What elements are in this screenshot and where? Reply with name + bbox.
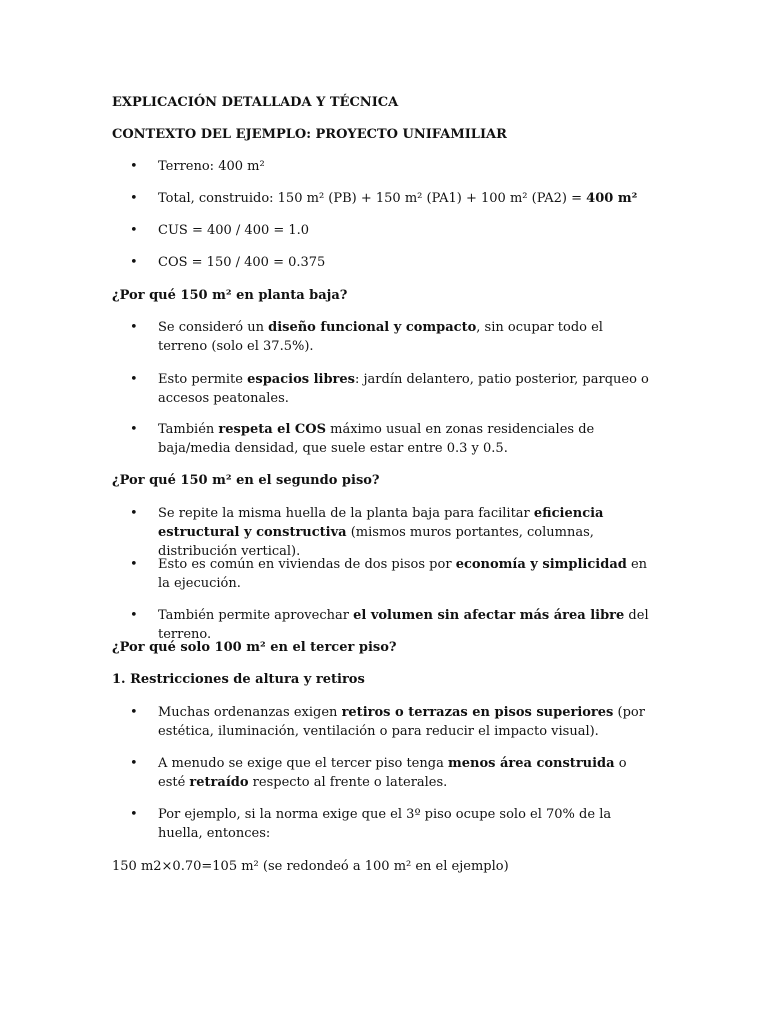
q1-b2-bold: espacios libres	[247, 372, 355, 387]
total-text: Total, construido: 150 m² (PB) + 150 m² (PA1) + 100 m² (PA2) =	[158, 191, 587, 206]
q3-list-item-1	[134, 703, 654, 741]
q3-b2-bold: menos área construida	[447, 756, 615, 771]
q3-list-item-3	[134, 805, 654, 843]
terreno-text: • Terreno: 400 m²	[158, 159, 265, 174]
q1-list-item-3	[134, 420, 654, 458]
q2-list-item-2	[134, 555, 654, 593]
q2-b2-pre: Esto es común en viviendas de dos pisos por	[158, 557, 456, 572]
q3-b2-mid: o esté	[158, 756, 627, 790]
q3-b2-pre: A menudo se exige que el tercer piso tenga	[158, 756, 448, 771]
q2-b2-bold: economía y simplicidad	[455, 557, 627, 572]
q3-b2-bold2: retraído	[189, 775, 249, 790]
q1-b3-post: máximo usual en zonas residenciales de baja/media densidad, que suele estar entre 0.3 y 0.5.	[158, 422, 595, 456]
q3-subheading: 1. Restricciones de altura y retiros	[112, 672, 365, 687]
q3-b1-bold: retiros o terrazas en pisos superiores	[341, 705, 614, 720]
q3-b2-post: respecto al frente o laterales.	[248, 775, 448, 790]
q2-b3-bold: el volumen sin afectar más área libre	[353, 608, 625, 623]
q2-b2-post: en la ejecución.	[158, 557, 648, 591]
cos-text: • COS = 150 / 400 = 0.375	[158, 255, 326, 270]
total-value: 400 m²	[586, 191, 638, 206]
q2-b1-post: (mismos muros portantes, columnas, distribución vertical).	[158, 525, 594, 559]
formula-line: 150 m2×0.70=105 m² (se redondeó a 100 m² en el ejemplo)	[112, 859, 509, 874]
q1-list-item-1	[134, 318, 654, 356]
q2-list-item-1	[134, 504, 654, 561]
q1-b3-pre: También	[158, 422, 219, 437]
list-item-terreno	[134, 157, 654, 176]
q2-b3-post: del terreno.	[158, 608, 649, 642]
q2-heading: ¿Por qué 150 m² en el segundo piso?	[112, 473, 380, 488]
q3-b3-text: • Por ejemplo, si la norma exige que el 3º piso ocupe solo el 70% de la huella, entonces:	[158, 807, 612, 841]
q1-b2-post: : jardín delantero, patio posterior, parqueo o accesos peatonales.	[158, 372, 649, 406]
q2-b1-pre: Se repite la misma huella de la planta baja para facilitar	[158, 506, 534, 521]
q3-b1-pre: Muchas ordenanzas exigen	[158, 705, 342, 720]
q3-list-item-2	[134, 754, 654, 792]
cus-text: • CUS = 400 / 400 = 1.0	[158, 223, 310, 238]
q1-b2-pre: Esto permite	[158, 372, 248, 387]
q1-b1-bold: diseño funcional y compacto	[268, 320, 477, 335]
q3-b1-post: (por estética, iluminación, ventilación o para reducir el impacto visual).	[158, 705, 645, 739]
q1-b1-post: , sin ocupar todo el terreno (solo el 37.5%).	[158, 320, 603, 354]
document-title: EXPLICACIÓN DETALLADA Y TÉCNICA	[112, 95, 399, 110]
list-item-cos	[134, 253, 654, 272]
q1-heading: ¿Por qué 150 m² en planta baja?	[112, 288, 348, 303]
q2-b3-pre: También permite aprovechar	[158, 608, 354, 623]
q1-b3-bold: respeta el COS	[218, 422, 326, 437]
q3-heading: ¿Por qué solo 100 m² en el tercer piso?	[112, 640, 397, 655]
q1-list-item-2	[134, 370, 654, 408]
context-heading: CONTEXTO DEL EJEMPLO: PROYECTO UNIFAMILIAR	[112, 127, 507, 142]
q2-b1-bold: eficiencia estructural y constructiva	[158, 506, 604, 540]
list-item-cus	[134, 221, 654, 240]
list-item-total	[134, 189, 654, 208]
q1-b1-pre: Se consideró un	[158, 320, 269, 335]
